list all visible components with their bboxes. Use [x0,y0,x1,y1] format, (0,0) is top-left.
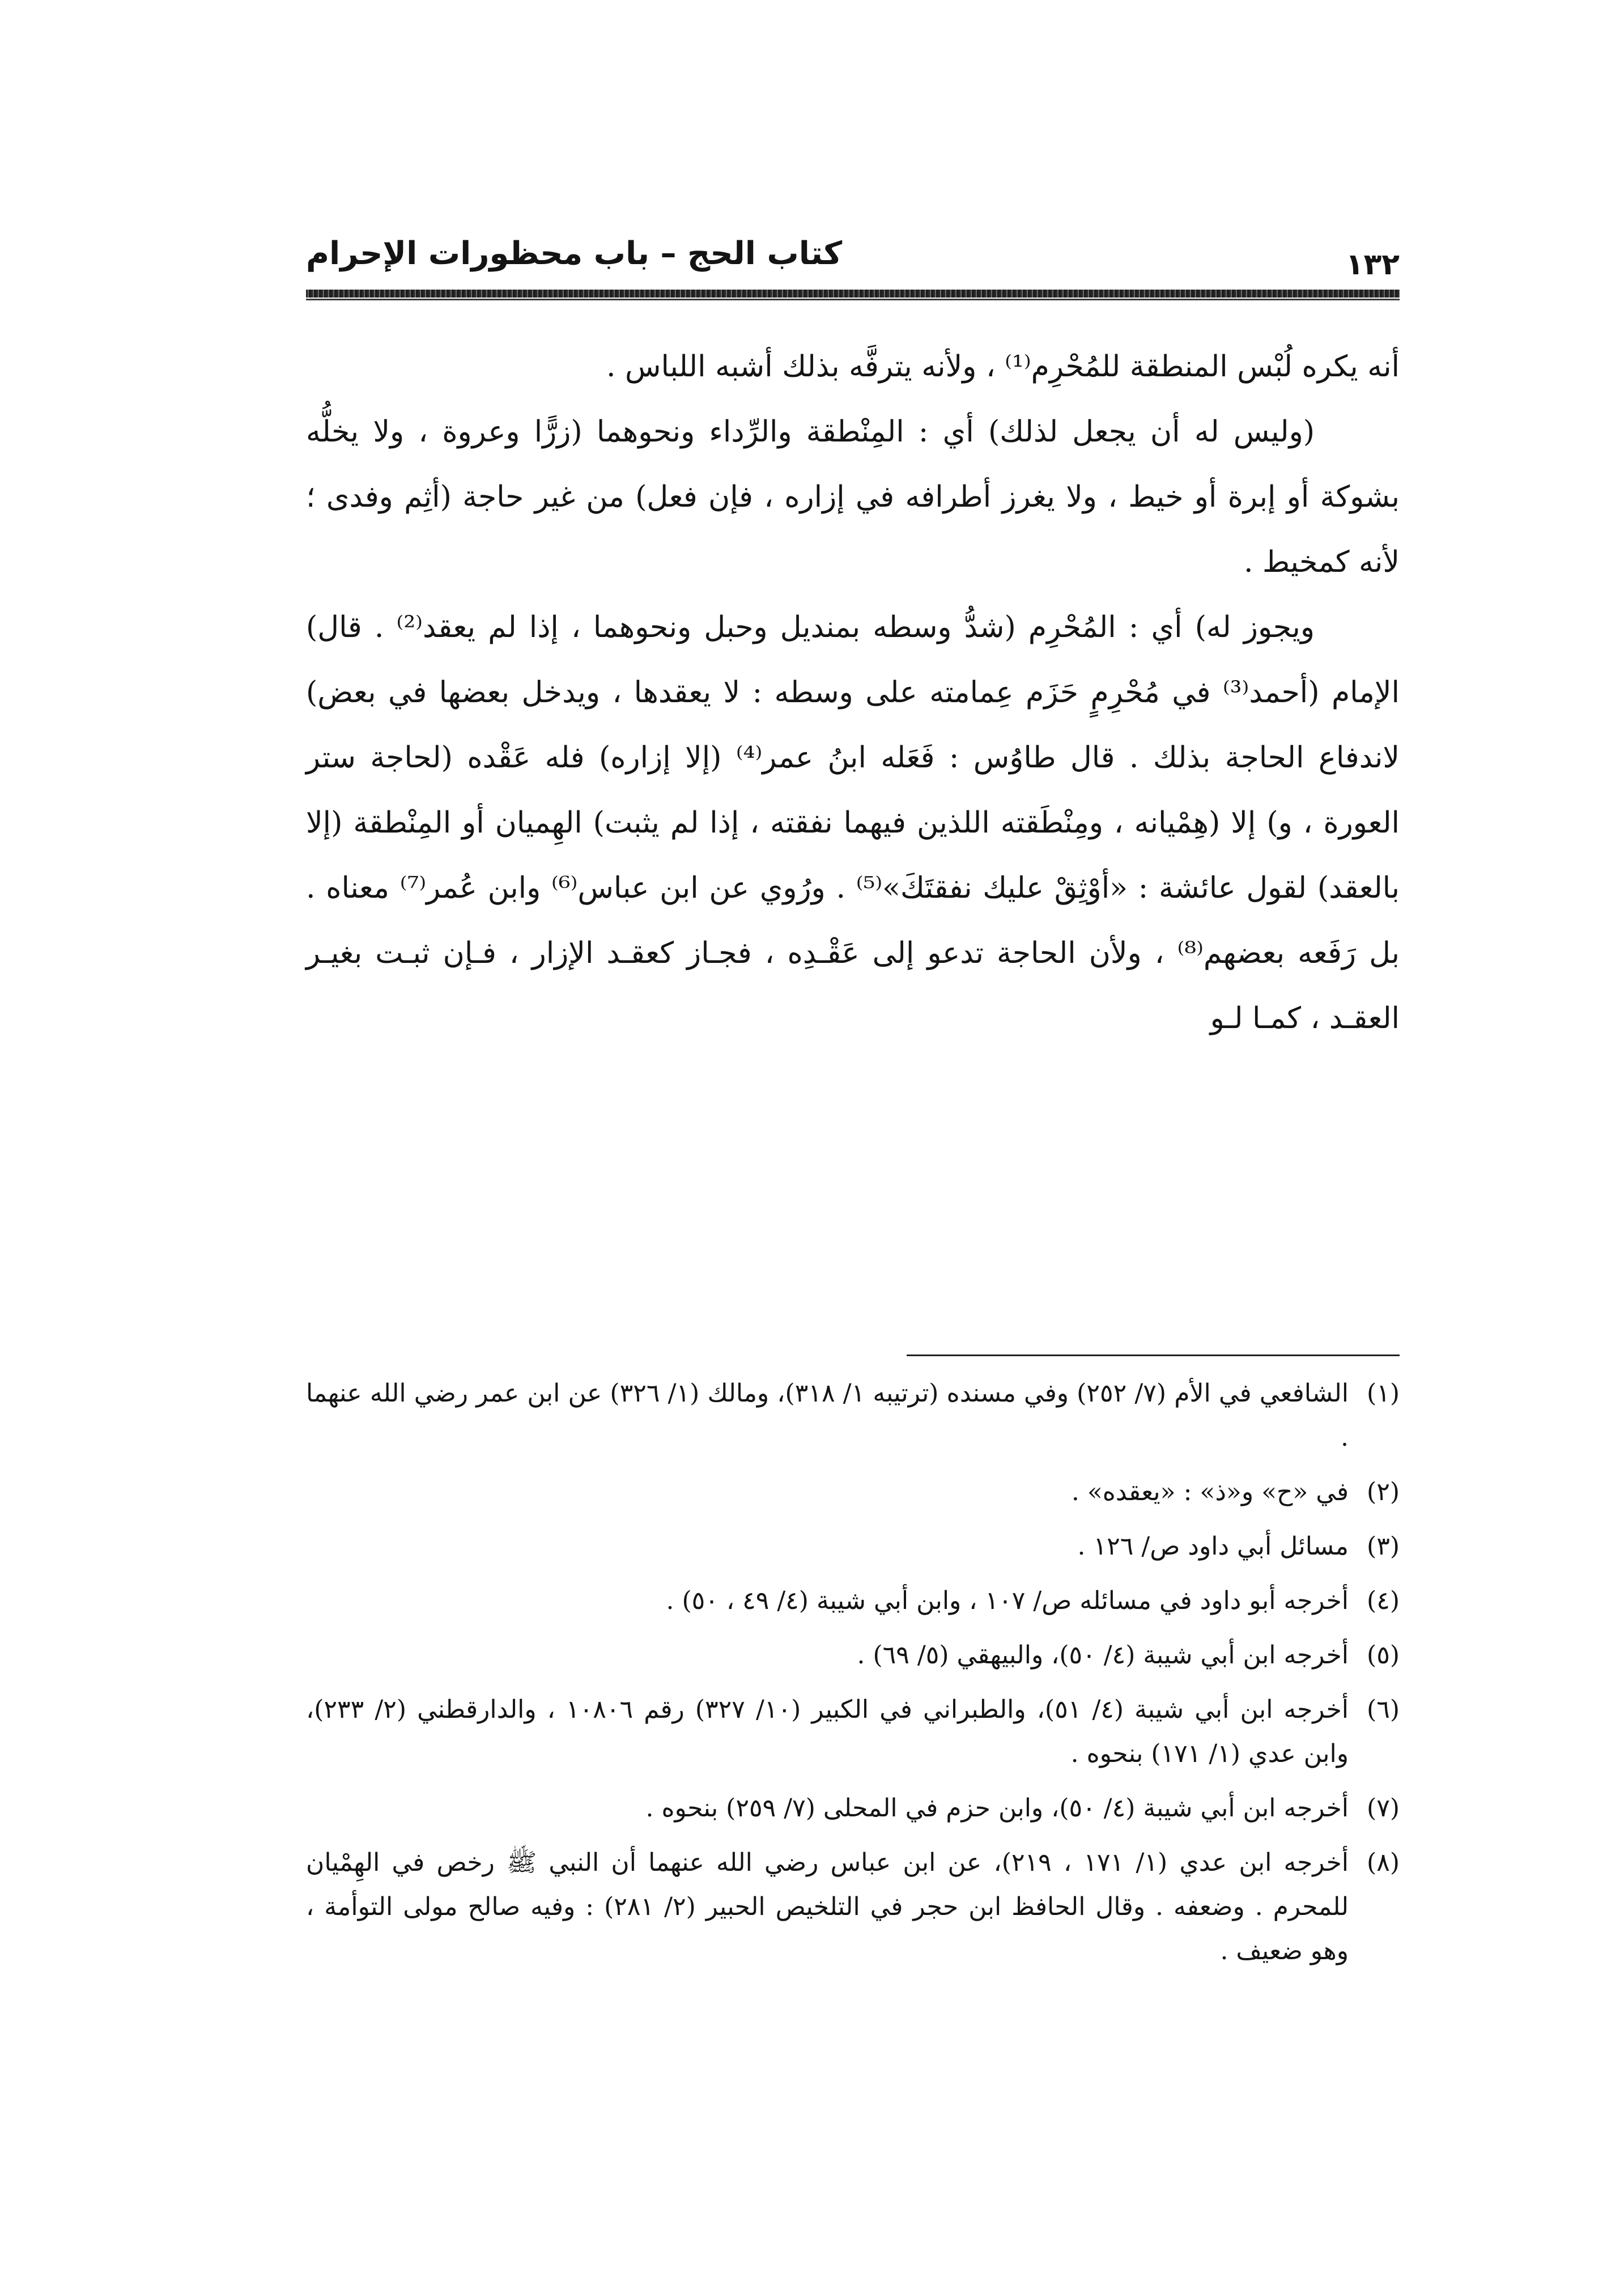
footnote-text: أخرجه ابن أبي شيبة (٤/ ٥٠)، والبيهقي (٥/ ٦٩) . [857,1641,1349,1670]
footnote [306,1786,1400,1831]
footnote-text: في «ح» و«ذ» : «يعقده» . [1071,1477,1349,1506]
footnote-text: أخرجه أبو داود في مسائله ص/ ١٠٧ ، وابن أبي شيبة (٤/ ٤٩ ، ٥٠) . [666,1586,1349,1615]
footnote-number: (٣) [1367,1532,1400,1561]
footnote-text: الشافعي في الأم (٧/ ٢٥٢) وفي مسنده (ترتيبه ١/ ٣١٨)، ومالك (١/ ٣٢٦) عن ابن عمر رضي الله عنهما . [306,1379,1349,1452]
chapter-title: كتاب الحج – باب محظورات الإحرام [306,235,843,272]
footnotes-section [306,1371,1400,1984]
footnote [306,1633,1400,1678]
footnote-text: أخرجه ابن أبي شيبة (٤/ ٥١)، والطبراني في الكبير (١٠/ ٣٢٧) رقم ١٠٨٠٦ ، والدارقطني (٢/ ٢٣٣)، وابن عدي (١/ ١٧١) بنحوه . [306,1695,1349,1768]
footnote-text: أخرجه ابن أبي شيبة (٤/ ٥٠)، وابن حزم في المحلى (٧/ ٢٥٩) بنحوه . [645,1794,1349,1823]
footnote-number: (١) [1367,1379,1400,1408]
paragraph: (وليس له أن يجعل لذلك) أي : المِنْطقة والرِّداء ونحوهما (زرًّا وعروة ، ولا يخلُّه بشوكة أو إبرة أو خيط ، ولا يغرز أطرافه في إزاره ، فإن فعل) من غير حاجة (أثِم وفدى ؛ لأنه كمخيط . [306,415,1400,579]
running-header [306,224,1400,298]
footnote-text: أخرجه ابن عدي (١/ ١٧١ ، ٢١٩)، عن ابن عباس رضي الله عنهما أن النبي ﷺ رخص في الهِمْيان للمحرم . وضعفه . وقال الحافظ ابن حجر في التلخيص الحبير (٢/ ٢٨١) : وفيه صالح مولى التوأمة ، وهو ضعيف . [306,1848,1349,1965]
footnote-number: (٧) [1367,1794,1400,1823]
footnote-text: مسائل أبي داود ص/ ١٢٦ . [1077,1532,1349,1561]
page-number: ١٣٢ [1345,248,1400,282]
main-text [306,334,1400,1051]
footnote-number: (٦) [1367,1695,1400,1724]
footnote [306,1470,1400,1514]
footnote [306,1525,1400,1569]
header-divider [306,290,1400,298]
footnote-number: (٨) [1367,1848,1400,1877]
footnote [306,1688,1400,1776]
paragraph: ويجوز له) أي : المُحْرِم (شدُّ وسطه بمنديل وحبل ونحوهما ، إذا لم يعقد⁽²⁾ . قال) الإمام (أحمد⁽³⁾ في مُحْرِمٍ حَزَم عِمامته على وسطه : لا يعقدها ، ويدخل بعضها في بعض) لاندفاع الحاجة بذلك . قال طاوُس : فَعَله ابنُ عمر⁽⁴⁾ (إلا إزاره) فله عَقْده (لحاجة ستر العورة ، و) إلا (هِمْيانه ، ومِنْطَقته اللذين فيهما نفقته ، إذا لم يثبت) الهِميان أو المِنْطقة (إلا بالعقد) لقول عائشة : «أوْثِقْ عليك نفقتَكَ»⁽⁵⁾ . ورُوي عن ابن عباس⁽⁶⁾ وابن عُمر⁽⁷⁾ معناه . بل رَفَعه بعضهم⁽⁸⁾ ، ولأن الحاجة تدعو إلى عَقْـدِه ، فجـاز كعقـد الإزار ، فـإن ثبـت بغيـر العقـد ، كمـا لـو [306,610,1400,1035]
footnote-number: (٥) [1367,1641,1400,1670]
paragraph: أنه يكره لُبْس المنطقة للمُحْرِم⁽¹⁾ ، ولأنه يترفَّه بذلك أشبه اللباس . [606,350,1400,384]
footnote-number: (٢) [1367,1477,1400,1506]
footnote-divider [907,1354,1400,1356]
footnote [306,1841,1400,1973]
footnote [306,1371,1400,1460]
footnote-number: (٤) [1367,1586,1400,1615]
footnote [306,1579,1400,1623]
